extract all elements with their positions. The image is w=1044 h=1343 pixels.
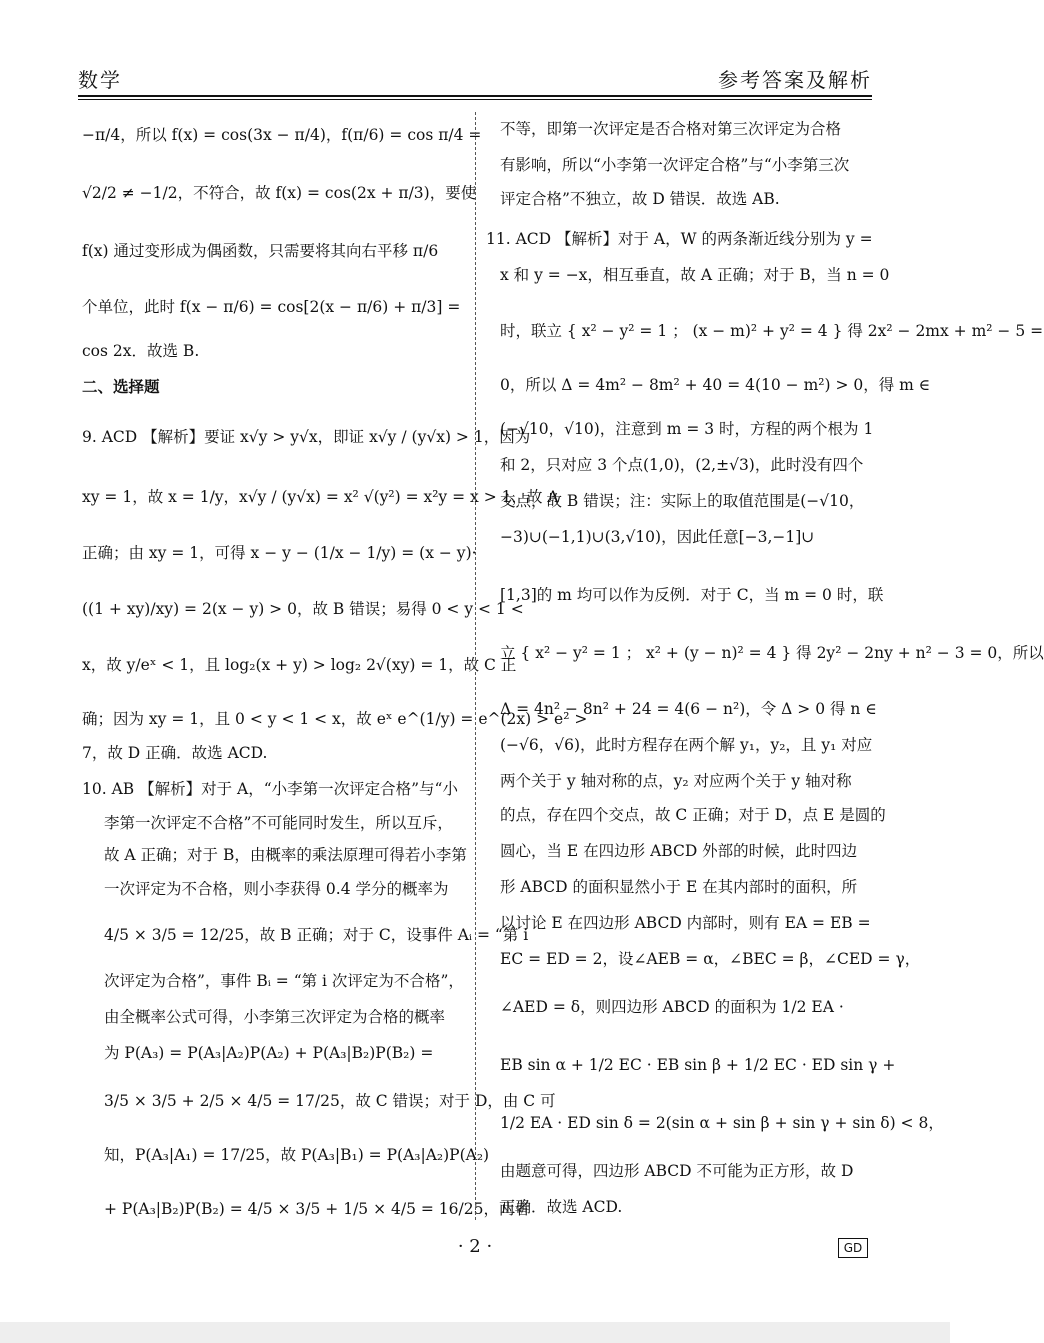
header-rule-thin [78,99,872,100]
text-line: (−√10，√10)，注意到 m = 3 时，方程的两个根为 1 [500,420,874,438]
text-line: 10. AB 【解析】对于 A，“小李第一次评定合格”与“小 [82,780,458,798]
text-line: 故 A 正确；对于 B，由概率的乘法原理可得若小李第 [104,846,467,864]
text-line: 7，故 D 正确．故选 ACD. [82,744,268,762]
text-line: EC = ED = 2，设∠AEB = α，∠BEC = β，∠CED = γ， [500,950,921,968]
text-line: Δ = 4n² − 8n² + 24 = 4(6 − n²)，令 Δ > 0 得 n ∈ [500,700,877,718]
text-line: ((1 + xy)/xy) = 2(x − y) > 0，故 B 错误；易得 0 < y < 1 < [82,600,524,618]
text-line: x，故 y/eˣ < 1，且 log₂(x + y) > log₂ 2√(xy) = 1，故 C 正 [82,656,517,674]
text-line: 正确．故选 ACD. [500,1198,623,1216]
text-line: xy = 1，故 x = 1/y，x√y / (y√x) = x² √(y²) = x²y = x > 1，故 A [82,488,559,506]
region-badge: GD [838,1238,868,1258]
text-line: 0，所以 Δ = 4m² − 8m² + 40 = 4(10 − m²) > 0，得 m ∈ [500,376,931,394]
text-line: 和 2，只对应 3 个点(1,0)，(2,±√3)，此时没有四个 [500,456,864,474]
document-title: 参考答案及解析 [718,68,872,92]
text-line: cos 2x．故选 B. [82,342,200,360]
page-number: · 2 · [457,1236,493,1257]
column-divider [475,112,476,1220]
text-line: 以讨论 E 在四边形 ABCD 内部时，则有 EA = EB = [500,914,871,932]
text-line: 圆心，当 E 在四边形 ABCD 外部的时候，此时四边 [500,842,858,860]
text-line: −π/4，所以 f(x) = cos(3x − π/4)，f(π/6) = cos π/4 = [82,126,482,144]
text-line: 评定合格”不独立，故 D 错误．故选 AB. [500,190,780,208]
text-line: + P(A₃|B₂)P(B₂) = 4/5 × 3/5 + 1/5 × 4/5 = 16/25，两者 [104,1200,530,1218]
text-line: 由全概率公式可得，小李第三次评定为合格的概率 [104,1008,446,1026]
text-line: x 和 y = −x，相互垂直，故 A 正确；对于 B，当 n = 0 [500,266,890,284]
page-header [78,60,872,94]
header-rule-thick [78,95,872,97]
text-line: 立 { x² − y² = 1 ； x² + (y − n)² = 4 } 得 2y² − 2ny + n² − 3 = 0，所以 [500,644,1044,662]
text-line: [1,3]的 m 均可以作为反例．对于 C，当 m = 0 时，联 [500,586,884,604]
text-line: 4/5 × 3/5 = 12/25，故 B 正确；对于 C，设事件 Aᵢ = “第 i [104,926,529,944]
section-heading: 二、选择题 [82,378,160,396]
text-line: 有影响，所以“小李第一次评定合格”与“小李第三次 [500,156,850,174]
text-line: 3/5 × 3/5 + 2/5 × 4/5 = 17/25，故 C 错误；对于 D，由 C 可 [104,1092,556,1110]
text-line: 次评定为合格”，事件 Bᵢ = “第 i 次评定为不合格”， [104,972,464,990]
text-line: −3)∪(−1,1)∪(3,√10)，因此任意[−3,−1]∪ [500,528,815,546]
text-line: f(x) 通过变形成为偶函数，只需要将其向右平移 π/6 [82,242,439,260]
subject-label: 数学 [78,68,122,92]
text-line: 由题意可得，四边形 ABCD 不可能为正方形，故 D [500,1162,854,1180]
text-line: √2/2 ≠ −1/2，不符合，故 f(x) = cos(2x + π/3)，要使 [82,184,477,202]
text-line: 9. ACD 【解析】要证 x√y > y√x，即证 x√y / (y√x) > 1，因为 [82,428,531,446]
text-line: 时，联立 { x² − y² = 1 ； (x − m)² + y² = 4 } 得 2x² − 2mx + m² − 5 = [500,322,1044,340]
text-line: (−√6，√6)，此时方程存在两个解 y₁，y₂，且 y₁ 对应 [500,736,873,754]
text-line: 1/2 EA · ED sin δ = 2(sin α + sin β + sin γ + sin δ) < 8， [500,1114,944,1132]
text-line: 李第一次评定不合格”不可能同时发生，所以互斥， [104,814,453,832]
text-line: 一次评定为不合格，则小李获得 0.4 学分的概率为 [104,880,449,898]
scan-bottom-band [0,1322,950,1343]
text-line: 交点，故 B 错误；注：实际上的取值范围是(−√10， [500,492,865,510]
text-line: 确；因为 xy = 1，且 0 < y < 1 < x，故 eˣ e^(1/y) = e^(2x) > e² > [82,710,588,728]
text-line: 为 P(A₃) = P(A₃|A₂)P(A₂) + P(A₃|B₂)P(B₂) = [104,1044,434,1062]
text-line: 形 ABCD 的面积显然小于 E 在其内部时的面积，所 [500,878,858,896]
text-line: 知，P(A₃|A₁) = 17/25，故 P(A₃|B₁) = P(A₃|A₂)P(A₂) [104,1146,490,1164]
text-line: 两个关于 y 轴对称的点，y₂ 对应两个关于 y 轴对称 [500,772,852,790]
text-line: 不等，即第一次评定是否合格对第三次评定为合格 [500,120,842,138]
text-line: 个单位，此时 f(x − π/6) = cos[2(x − π/6) + π/3] = [82,298,461,316]
text-line: 正确；由 xy = 1，可得 x − y − (1/x − 1/y) = (x − y)· [82,544,477,562]
text-line: 的点，存在四个交点，故 C 正确；对于 D，点 E 是圆的 [500,806,886,824]
text-line: EB sin α + 1/2 EC · EB sin β + 1/2 EC · ED sin γ + [500,1056,896,1074]
text-line: ∠AED = δ，则四边形 ABCD 的面积为 1/2 EA · [500,998,844,1016]
text-line: 11. ACD 【解析】对于 A，W 的两条渐近线分别为 y = [486,230,873,248]
